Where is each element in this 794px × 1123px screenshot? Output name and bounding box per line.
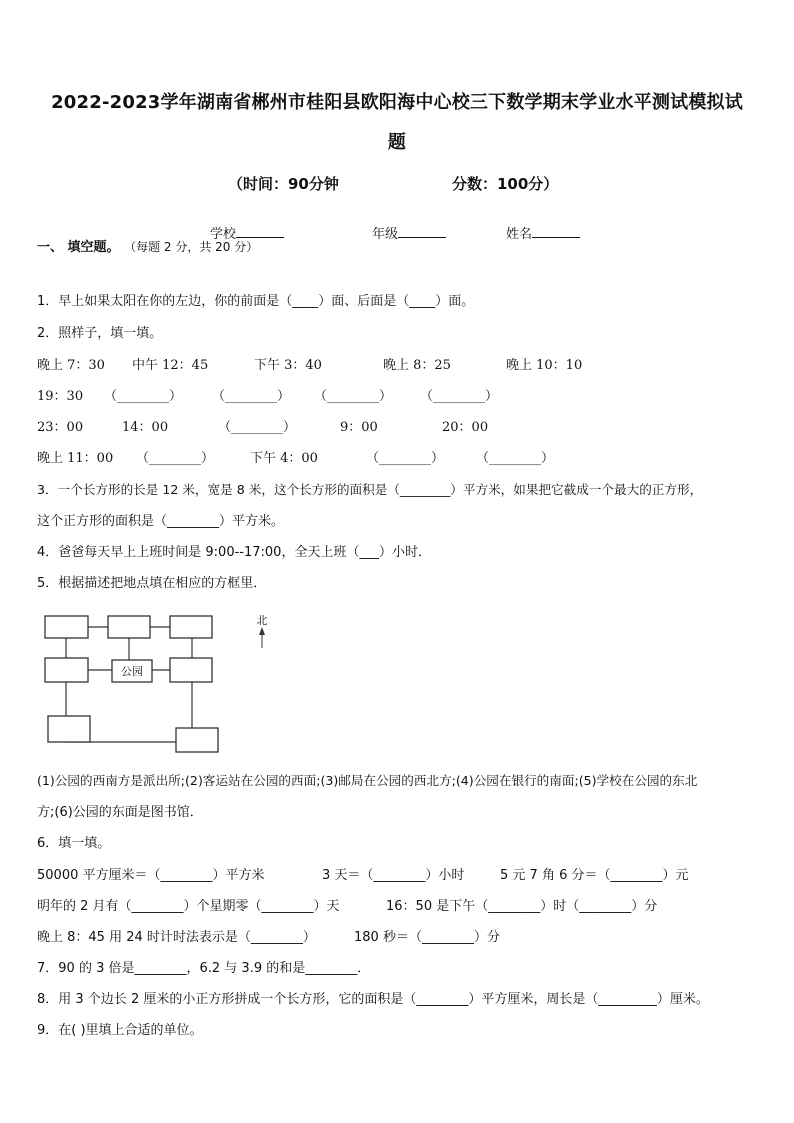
section-points: （每题 2 分，共 20 分） (124, 240, 259, 254)
q2-r1-c1: 晚上 7：30 (37, 358, 105, 373)
question-6-prompt: 6．填一填。 (37, 836, 111, 851)
q2-r3-c1: 23：00 (37, 420, 84, 435)
map-box-east[interactable] (170, 658, 212, 682)
q6-r3-c2: 180 秒＝（________）分 (354, 930, 500, 945)
q2-r3-c2: 14：00 (122, 420, 169, 435)
q6-r1-c2: 3 天＝（________）小时 (322, 868, 465, 883)
q6-r1-c3: 5 元 7 角 6 分＝（________）元 (500, 868, 689, 883)
question-7: 7．90 的 3 倍是________，6.2 与 3.9 的和是________． (37, 961, 371, 976)
q2-r4-c5: （________） (476, 451, 555, 466)
q2-r3-c5: 20：00 (442, 420, 489, 435)
q2-r1-c2: 中午 12：45 (132, 358, 209, 373)
question-1: 1．早上如果太阳在你的左边，你的前面是（____）面、后面是（____）面。 (37, 294, 475, 309)
map-box-southeast[interactable] (176, 728, 218, 752)
q2-r2-c1: 19：30 (37, 389, 84, 404)
q2-r2-c5: （________） (420, 389, 499, 404)
question-9: 9．在( )里填上合适的单位。 (37, 1023, 203, 1038)
question-5-desc-line2: 方;(6)公园的东面是图书馆． (37, 805, 203, 820)
q2-r1-c5: 晚上 10：10 (506, 358, 583, 373)
exam-time: （时间：90分钟 (228, 175, 339, 193)
q6-r2-c1: 明年的 2 月有（________）个星期零（________）天 (37, 899, 340, 914)
q2-r4-c4: （________） (366, 451, 445, 466)
q2-r3-c3: （________） (218, 420, 297, 435)
grade-field (372, 223, 446, 242)
map-box-northwest[interactable] (45, 616, 88, 638)
question-3-line2: 这个正方形的面积是（________）平方米。 (37, 514, 285, 529)
question-2-prompt: 2．照样子，填一填。 (37, 326, 163, 341)
q6-r2-c2: 16：50 是下午（________）时（________）分 (386, 899, 658, 914)
question-8: 8．用 3 个边长 2 厘米的小正方形拼成一个长方形，它的面积是（________）平方厘米，周长是（_________）厘米。 (37, 992, 709, 1007)
map-north-label: 北 (256, 614, 268, 627)
exam-title-line2: 题 (387, 132, 407, 153)
q2-r2-c4: （________） (314, 389, 393, 404)
question-5-prompt: 5．根据描述把地点填在相应的方框里． (37, 576, 267, 591)
q2-r2-c2: （________） (104, 389, 183, 404)
grade-blank (398, 225, 446, 238)
map-park-label: 公园 (121, 665, 143, 678)
exam-score: 分数：100分） (452, 175, 559, 193)
question-4: 4．爸爸每天早上上班时间是 9:00--17:00，全天上班（___）小时． (37, 545, 431, 560)
map-box-southwest[interactable] (48, 716, 90, 742)
q2-r2-c3: （________） (212, 389, 291, 404)
section-heading (37, 236, 258, 255)
name-blank (532, 225, 580, 238)
name-field (506, 223, 580, 242)
question-3-line1: 3．一个长方形的长是 12 米，宽是 8 米，这个长方形的面积是（________）平方米，如果把它截成一个最大的正方形， (37, 482, 703, 497)
section-title: 一、 填空题。 (37, 240, 120, 255)
question-5-desc-line1: (1)公园的西南方是派出所;(2)客运站在公园的西面;(3)邮局在公园的西北方;(4)公园在银行的南面;(5)学校在公园的东北 (37, 773, 698, 788)
map-box-northeast[interactable] (170, 616, 212, 638)
north-arrow-icon (259, 627, 265, 635)
q2-r4-c2: （________） (136, 451, 215, 466)
school-label: 学校 (210, 227, 237, 242)
q2-r4-c3: 下午 4：00 (250, 451, 318, 466)
q6-r3-c1: 晚上 8：45 用 24 时计时法表示是（________） (37, 930, 316, 945)
map-diagram (36, 608, 286, 758)
name-label: 姓名 (506, 227, 533, 242)
map-box-west[interactable] (45, 658, 88, 682)
q2-r4-c1: 晚上 11：00 (37, 451, 114, 466)
q6-r1-c1: 50000 平方厘米＝（________）平方米 (37, 868, 265, 883)
q2-r1-c3: 下午 3：40 (254, 358, 322, 373)
q2-r3-c4: 9：00 (340, 420, 378, 435)
map-box-north[interactable] (108, 616, 150, 638)
q2-r1-c4: 晚上 8：25 (383, 358, 451, 373)
grade-label: 年级 (372, 227, 399, 242)
exam-title-line1: 2022-2023学年湖南省郴州市桂阳县欧阳海中心校三下数学期末学业水平测试模拟试 (51, 92, 743, 113)
